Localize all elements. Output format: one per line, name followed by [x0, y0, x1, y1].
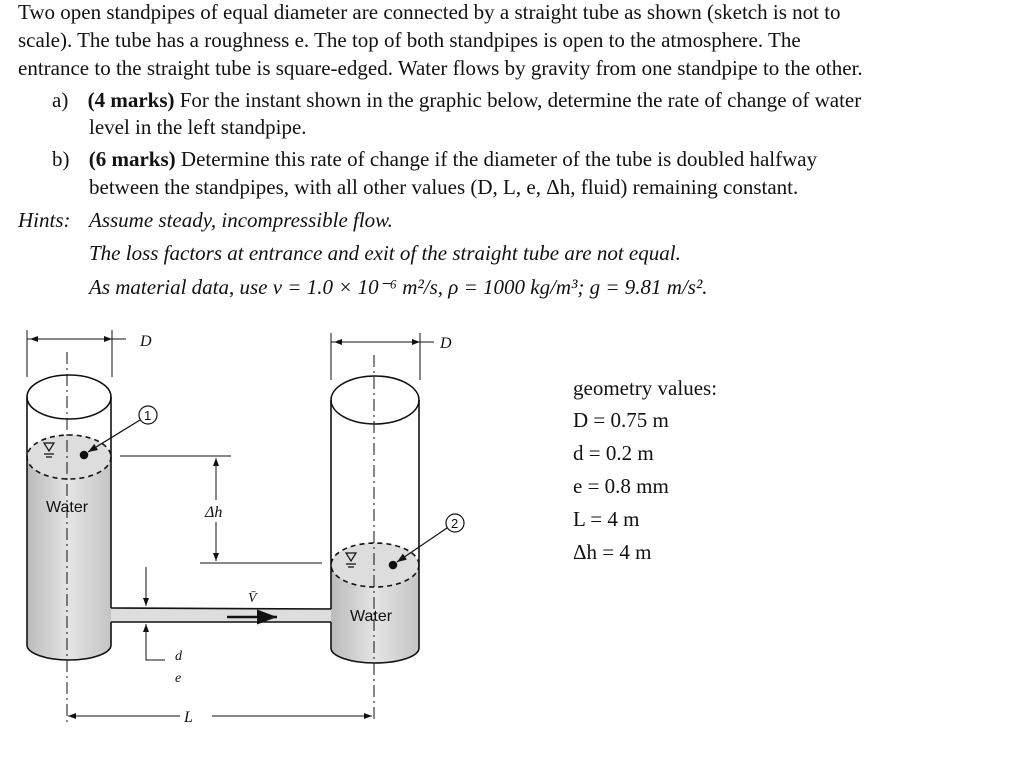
label-velocity: V̄ [248, 591, 257, 606]
geometry-L: L = 4 m [573, 507, 640, 531]
label-water-left: Water [46, 499, 89, 516]
label-d: d [175, 649, 182, 664]
part-b-marks: (6 marks) [88, 147, 176, 171]
label-point-1: 1 [144, 408, 152, 423]
geometry-e: e = 0.8 mm [573, 474, 669, 498]
geometry-dh: Δh = 4 m [573, 540, 652, 564]
label-e: e [175, 671, 182, 686]
part-a-line1: For the instant shown in the graphic below, determine the rate of change of water [174, 88, 862, 112]
connecting-tube [111, 608, 331, 622]
label-L: L [184, 709, 193, 726]
part-a-marks: (4 marks) [87, 88, 175, 112]
label-D-right: D [440, 335, 452, 352]
left-water-fill [27, 457, 111, 660]
label-D-left: D [140, 333, 152, 350]
hints-label: Hints: [18, 208, 71, 232]
geometry-d: d = 0.2 m [573, 441, 654, 465]
label-delta-h: Δh [205, 504, 223, 521]
intro-line-1: Two open standpipes of equal diameter are connected by a straight tube as shown (sketch is not to [18, 0, 841, 24]
geometry-title: geometry values: [573, 376, 718, 400]
hint-1: Assume steady, incompressible flow. [89, 208, 393, 232]
part-a-line2: level in the left standpipe. [89, 115, 307, 139]
intro-line-2: scale). The tube has a roughness e. The top of both standpipes is open to the atmosphere. The [18, 28, 801, 52]
part-b-line2: between the standpipes, with all other values (D, L, e, Δh, fluid) remaining constant. [89, 175, 799, 199]
label-water-right: Water [350, 608, 393, 625]
part-b-letter: b) [52, 147, 70, 171]
part-a-letter: a) [52, 88, 69, 112]
intro-line-3: entrance to the straight tube is square-edged. Water flows by gravity from one standpipe to the other. [18, 56, 863, 80]
hint-3: As material data, use ν = 1.0 × 10⁻⁶ m²/s, ρ = 1000 kg/m³; g = 9.81 m/s². [89, 275, 708, 299]
label-point-2: 2 [451, 516, 459, 531]
hint-2: The loss factors at entrance and exit of the straight tube are not equal. [89, 241, 681, 265]
geometry-D: D = 0.75 m [573, 408, 669, 432]
part-b-line1: Determine this rate of change if the diameter of the tube is doubled halfway [175, 147, 818, 171]
